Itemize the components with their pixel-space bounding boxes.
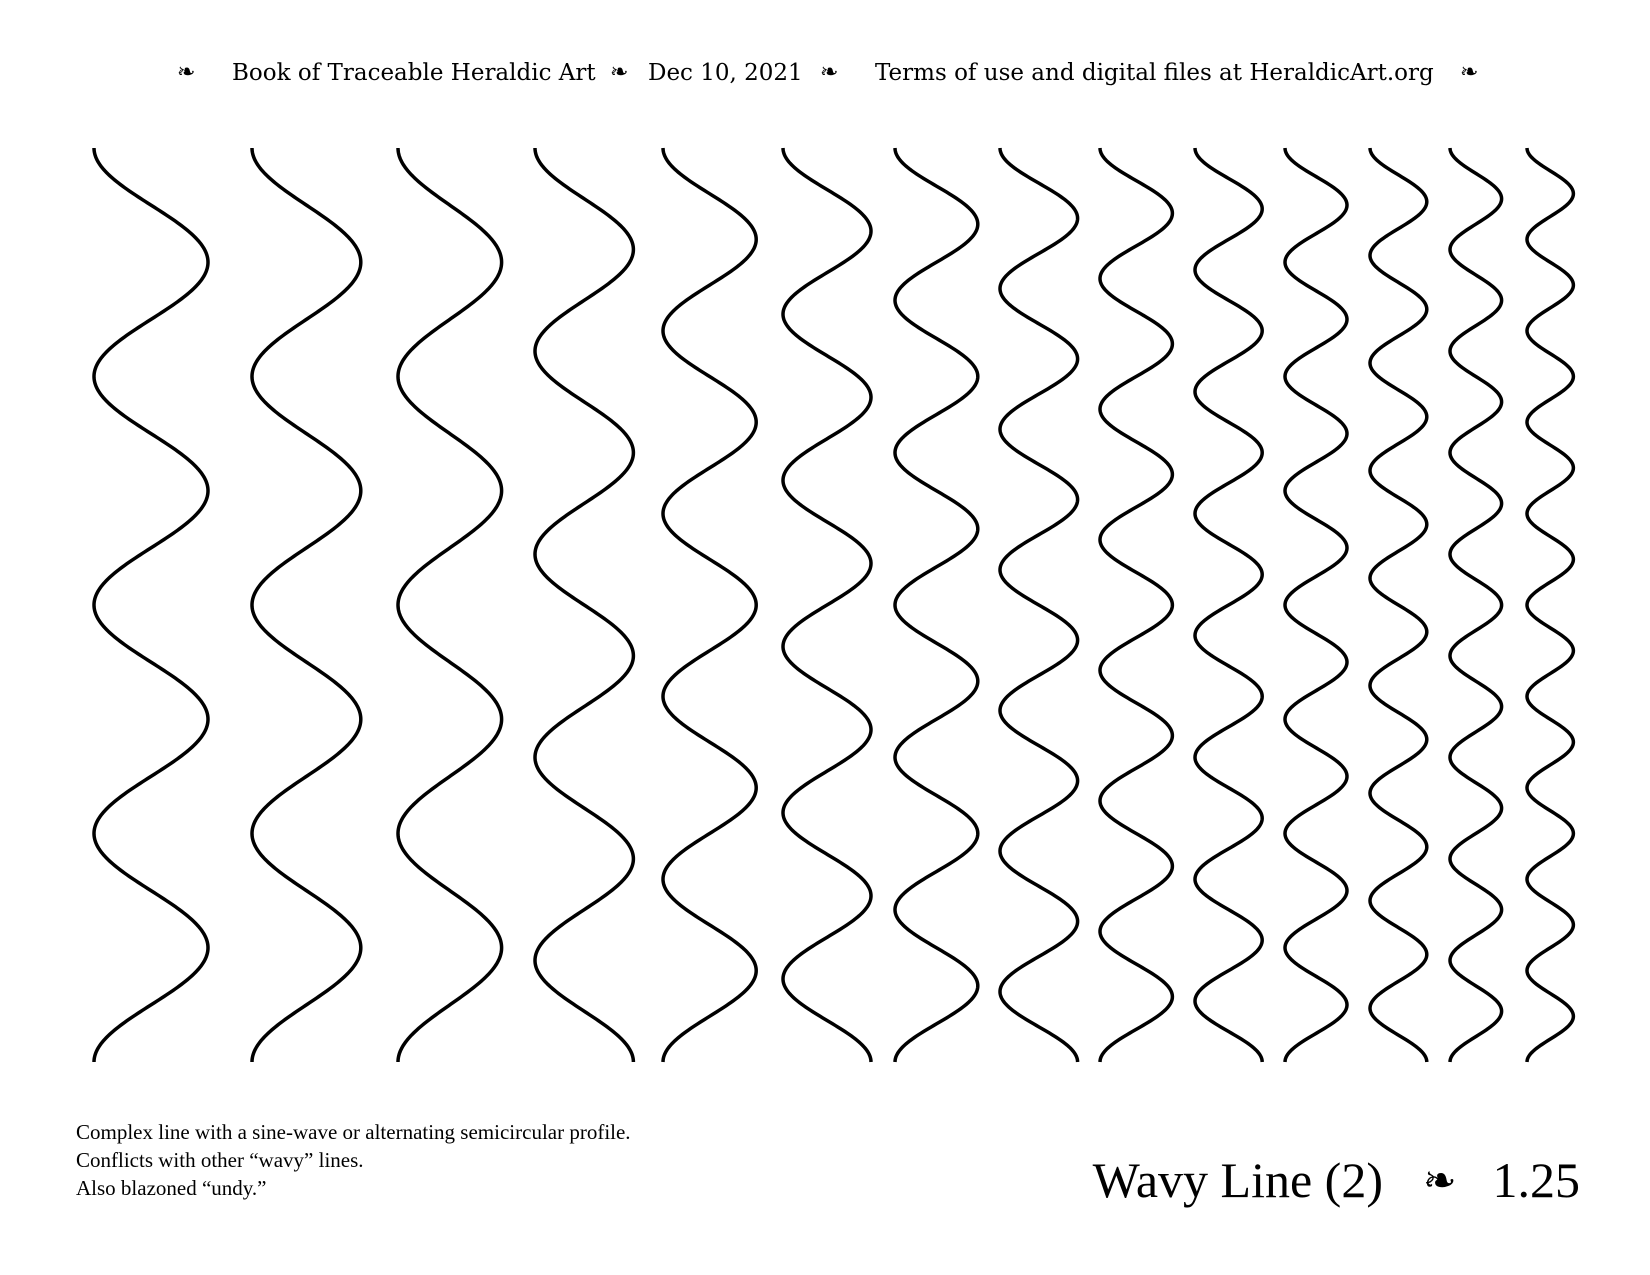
wavy-line [663, 148, 756, 1062]
plate-number: 1.25 [1492, 1152, 1580, 1208]
description [76, 1118, 631, 1202]
wavy-line [1100, 148, 1172, 1062]
plate-name: Wavy Line (2) [1092, 1152, 1383, 1208]
wavy-line [94, 148, 208, 1062]
wavy-line [783, 148, 871, 1062]
description-line: Complex line with a sine-wave or alternating semicircular profile. [76, 1120, 631, 1144]
wavy-line [1285, 148, 1347, 1062]
wavy-line [1370, 148, 1427, 1062]
description-line: Conflicts with other “wavy” lines. [76, 1148, 364, 1172]
header-date: Dec 10, 2021 [648, 60, 803, 86]
wavy-line [252, 148, 361, 1062]
ornament-icon: ❧ [1422, 1157, 1457, 1203]
description-line: Also blazoned “undy.” [76, 1176, 267, 1200]
ornament-icon: ❧ [610, 60, 629, 85]
book-title: Book of Traceable Heraldic Art [232, 60, 596, 86]
wavy-line [1195, 148, 1262, 1062]
wavy-line [1000, 148, 1078, 1062]
plate-label [1093, 1150, 1580, 1210]
wavy-line [1450, 148, 1502, 1062]
ornament-icon: ❧ [820, 60, 839, 85]
ornament-icon: ❧ [1460, 60, 1479, 85]
ornament-icon: ❧ [177, 60, 196, 85]
wavy-line [535, 148, 633, 1062]
wavy-line [895, 148, 978, 1062]
terms-link[interactable]: Terms of use and digital files at HeraldicArt.org [875, 60, 1434, 86]
wavy-line [1527, 148, 1573, 1062]
wavy-line [398, 148, 502, 1062]
